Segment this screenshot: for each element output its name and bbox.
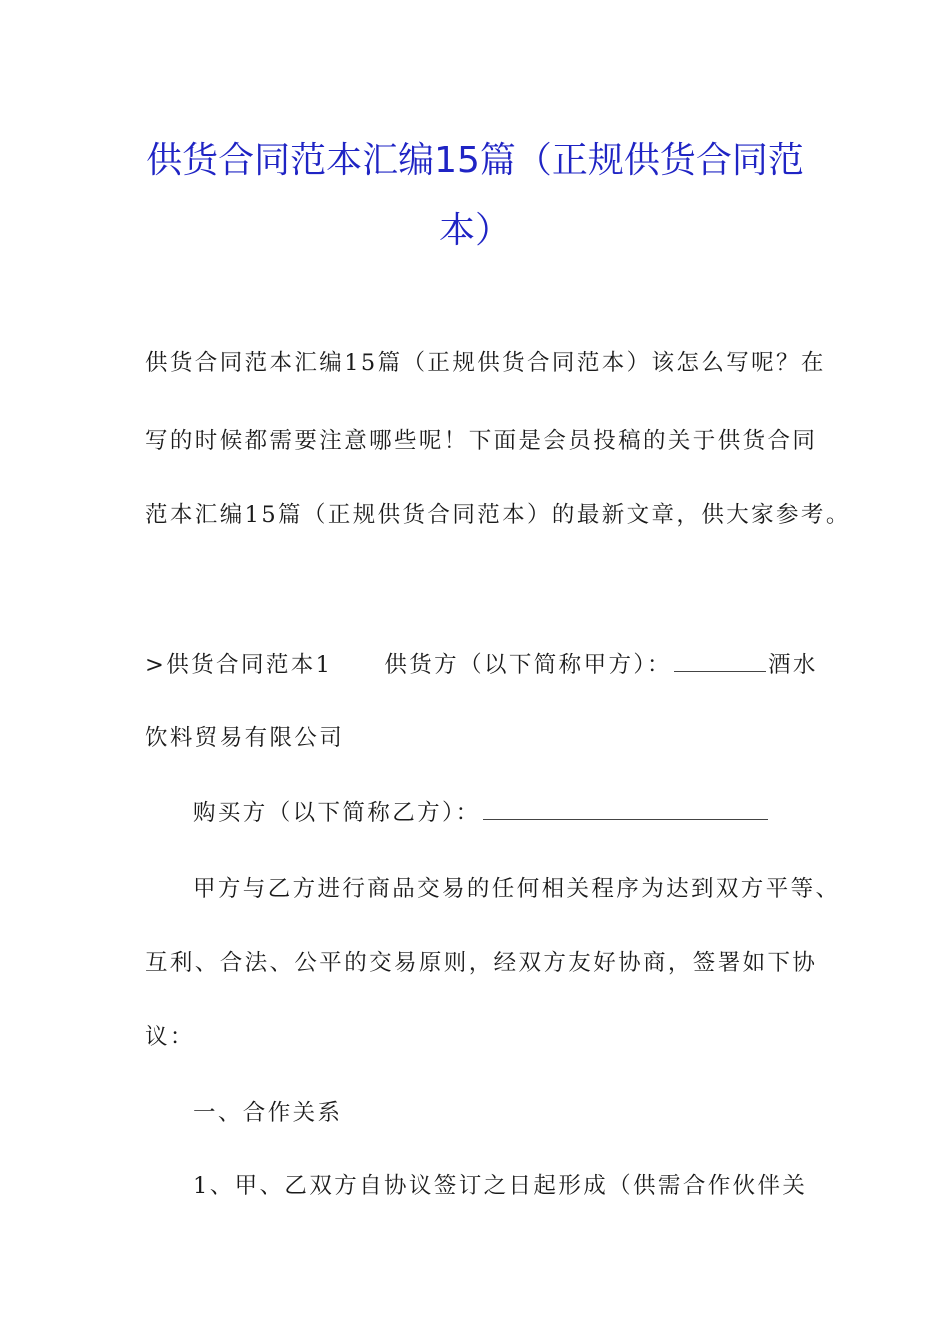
- buyer-line: [193, 795, 770, 827]
- section-1-heading: >供货合同范本1: [145, 652, 333, 678]
- supplier-blank: [674, 651, 766, 672]
- para-1-line-1: 甲方与乙方进行商品交易的任何相关程序为达到双方平等、: [193, 876, 841, 902]
- supplier-name-cont: 饮料贸易有限公司: [145, 725, 345, 751]
- buyer-blank: [483, 799, 768, 820]
- supplier-label: 供货方（以下简称甲方）：: [384, 652, 672, 678]
- document-title-line-2: 本）: [438, 210, 511, 251]
- intro-line-1: 供货合同范本汇编15篇（正规供货合同范本）该怎么写呢？在: [145, 350, 826, 376]
- buyer-label: 购买方（以下简称乙方）：: [193, 800, 481, 826]
- document-title-line-1: 供货合同范本汇编15篇（正规供货合同范: [146, 140, 804, 181]
- section-1-heading-line: [145, 647, 818, 679]
- intro-line-3: 范本汇编15篇（正规供货合同范本）的最新文章，供大家参考。: [145, 502, 851, 528]
- intro-line-2: 写的时候都需要注意哪些呢！下面是会员投稿的关于供货合同: [145, 428, 818, 454]
- supplier-name-end: 酒水: [767, 652, 818, 678]
- para-1-line-2: 互利、合法、公平的交易原则，经双方友好协商，签署如下协: [145, 950, 818, 976]
- clause-heading: 一、合作关系: [193, 1100, 343, 1126]
- clause-1: 1、甲、乙双方自协议签订之日起形成（供需合作伙伴关: [193, 1173, 808, 1199]
- para-1-line-3: 议：: [145, 1024, 195, 1050]
